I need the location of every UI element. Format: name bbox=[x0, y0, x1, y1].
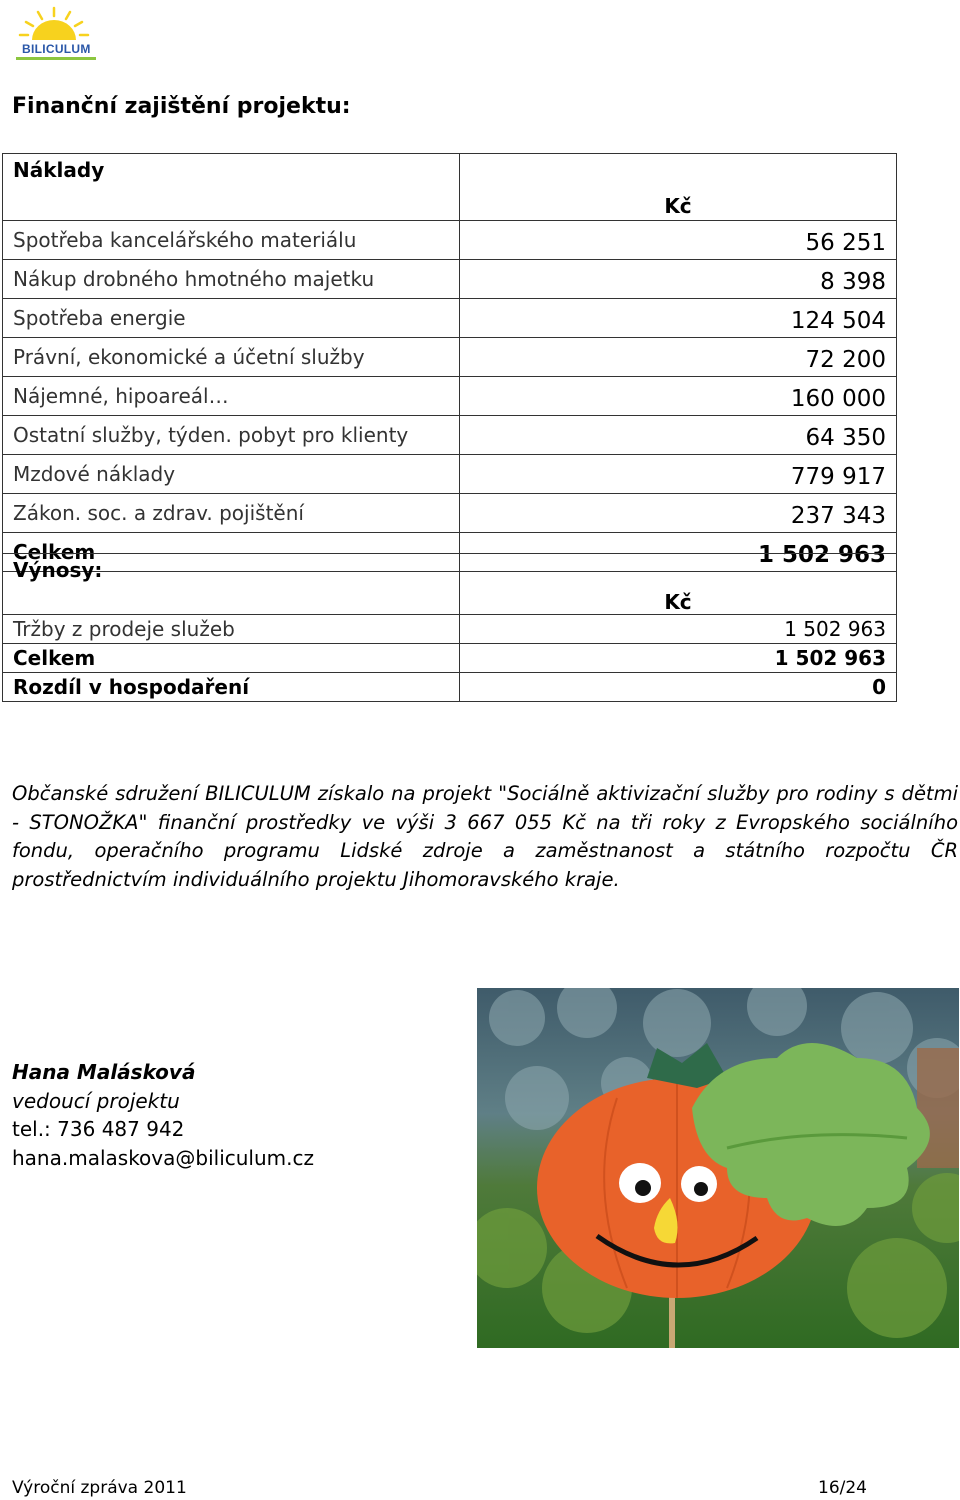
contact-phone: tel.: 736 487 942 bbox=[12, 1117, 185, 1141]
cost-value: 72 200 bbox=[460, 338, 897, 377]
revenue-value: 1 502 963 bbox=[460, 615, 897, 644]
table-row bbox=[3, 299, 897, 338]
logo-text: BILICULUM bbox=[22, 42, 91, 56]
table-row bbox=[3, 416, 897, 455]
revenue-total-value: 1 502 963 bbox=[460, 644, 897, 673]
costs-currency: Kč bbox=[460, 154, 897, 221]
cost-label: Spotřeba kancelářského materiálu bbox=[3, 221, 460, 260]
costs-total-label: Celkem bbox=[3, 533, 460, 572]
cost-label: Zákon. soc. a zdrav. pojištění bbox=[3, 494, 460, 533]
cost-value: 8 398 bbox=[460, 260, 897, 299]
cost-value: 160 000 bbox=[460, 377, 897, 416]
cost-label: Mzdové náklady bbox=[3, 455, 460, 494]
table-row bbox=[3, 377, 897, 416]
pumpkin-photo bbox=[477, 988, 959, 1348]
difference-row bbox=[3, 673, 897, 702]
table-row bbox=[3, 455, 897, 494]
footer-page-number: 16/24 bbox=[818, 1478, 867, 1498]
costs-header-row bbox=[3, 154, 897, 221]
cost-value: 56 251 bbox=[460, 221, 897, 260]
revenue-total-label: Celkem bbox=[3, 644, 460, 673]
cost-label: Spotřeba energie bbox=[3, 299, 460, 338]
cost-label: Nájemné, hipoareál… bbox=[3, 377, 460, 416]
funding-note: Občanské sdružení BILICULUM získalo na projekt "Sociálně aktivizační služby pro rodiny s dětmi - STONOŽKA" finanční prostředky ve výši 3 667 055 Kč na tři roky z Evropského sociálního fondu, operačního programu Lidské zdroje a zaměstnanost a státního rozpočtu ČR prostřednictvím individuálního projektu Jihomoravského kraje. bbox=[12, 782, 958, 891]
costs-heading: Náklady bbox=[3, 154, 460, 221]
table-row bbox=[3, 338, 897, 377]
revenue-label: Tržby z prodeje služeb bbox=[3, 615, 460, 644]
revenue-header-row bbox=[3, 554, 897, 615]
revenue-heading: Výnosy: bbox=[3, 554, 460, 615]
cost-value: 124 504 bbox=[460, 299, 897, 338]
table-row bbox=[3, 260, 897, 299]
contact-block bbox=[12, 1058, 314, 1172]
footer-report-title: Výroční zpráva 2011 bbox=[12, 1478, 187, 1498]
cost-label: Právní, ekonomické a účetní služby bbox=[3, 338, 460, 377]
cost-label: Nákup drobného hmotného majetku bbox=[3, 260, 460, 299]
revenue-table bbox=[2, 553, 897, 702]
biliculum-logo bbox=[8, 2, 100, 64]
revenue-currency: Kč bbox=[460, 554, 897, 615]
cost-value: 64 350 bbox=[460, 416, 897, 455]
page-title: Finanční zajištění projektu: bbox=[12, 94, 351, 119]
table-row bbox=[3, 494, 897, 533]
contact-email: hana.malaskova@biliculum.cz bbox=[12, 1145, 314, 1170]
contact-role: vedoucí projektu bbox=[12, 1088, 180, 1113]
table-row bbox=[3, 615, 897, 644]
costs-table bbox=[2, 153, 897, 572]
contact-name: Hana Malásková bbox=[12, 1060, 196, 1084]
revenue-total-row bbox=[3, 644, 897, 673]
difference-label: Rozdíl v hospodaření bbox=[3, 673, 460, 702]
table-row bbox=[3, 221, 897, 260]
costs-total-value: 1 502 963 bbox=[460, 533, 897, 572]
cost-value: 779 917 bbox=[460, 455, 897, 494]
difference-value: 0 bbox=[460, 673, 897, 702]
cost-label: Ostatní služby, týden. pobyt pro klienty bbox=[3, 416, 460, 455]
cost-value: 237 343 bbox=[460, 494, 897, 533]
